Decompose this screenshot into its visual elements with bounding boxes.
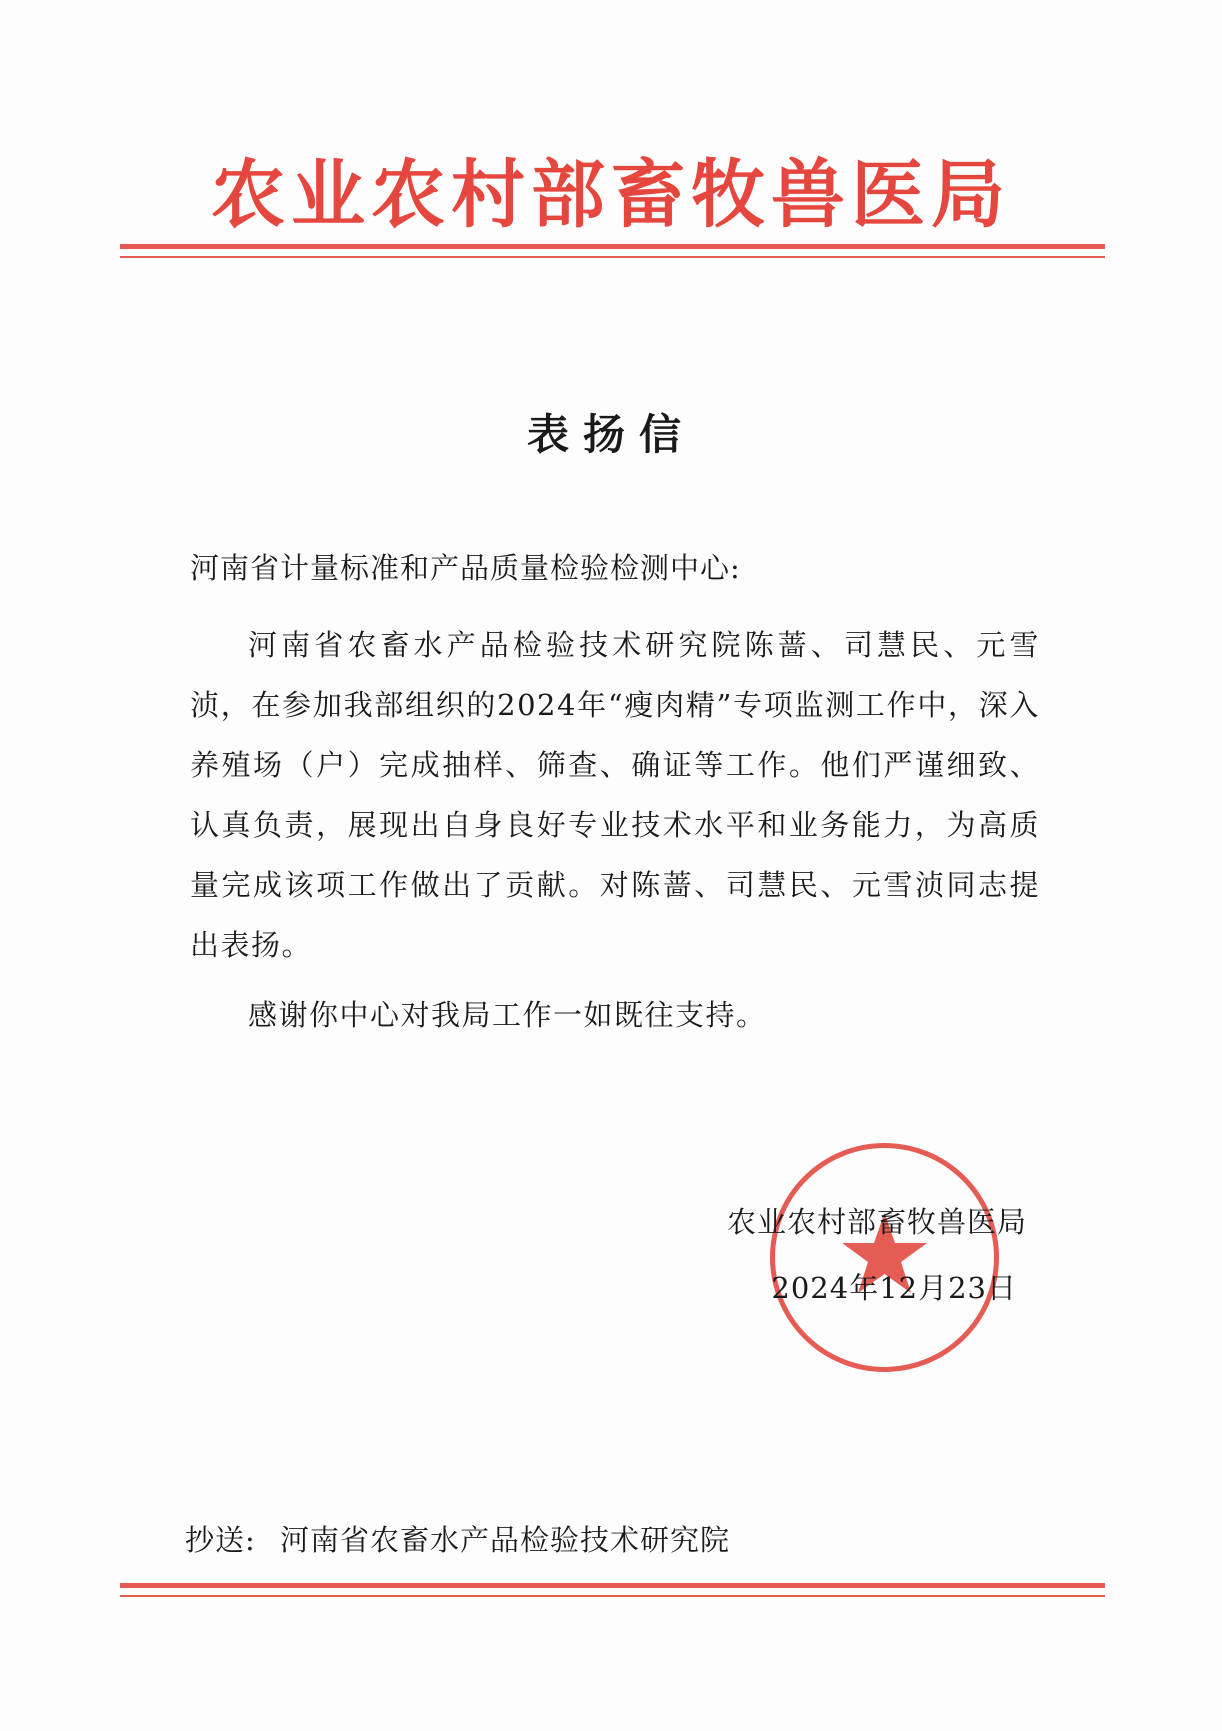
signing-date: 2024年12月23日: [771, 1271, 1017, 1305]
cc-label: 抄送:: [185, 1523, 256, 1557]
cc-line: [185, 1520, 730, 1560]
letter-title: 表扬信: [526, 410, 695, 459]
footer-divider-thin: [120, 1595, 1105, 1597]
header-divider-thin: [120, 256, 1105, 258]
issuer-header-title: 农业农村部畜牧兽医局: [211, 152, 1011, 238]
cc-recipient: 河南省农畜水产品检验技术研究院: [280, 1523, 731, 1557]
official-seal: [762, 1135, 1007, 1380]
header-divider-thick: [120, 244, 1105, 249]
body-paragraph-main: 河南省农畜水产品检验技术研究院陈蔷、司慧民、元雪浈，在参加我部组织的2024年“瘦肉精”专项监测工作中，深入养殖场（户）完成抽样、筛查、确证等工作。他们严谨细致、认真负责，展现出自身良好专业技术水平和业务能力，为高质量完成该项工作做出了贡献。对陈蔷、司慧民、元雪浈同志提出表扬。: [190, 628, 1040, 962]
footer-divider-thick: [120, 1583, 1105, 1588]
letter-body: [190, 615, 1040, 1045]
signer-name: 农业农村部畜牧兽医局: [726, 1205, 1027, 1239]
body-paragraph-thanks: 感谢你中心对我局工作一如既往支持。: [248, 998, 767, 1032]
salutation: 河南省计量标准和产品质量检验检测中心:: [190, 551, 741, 585]
